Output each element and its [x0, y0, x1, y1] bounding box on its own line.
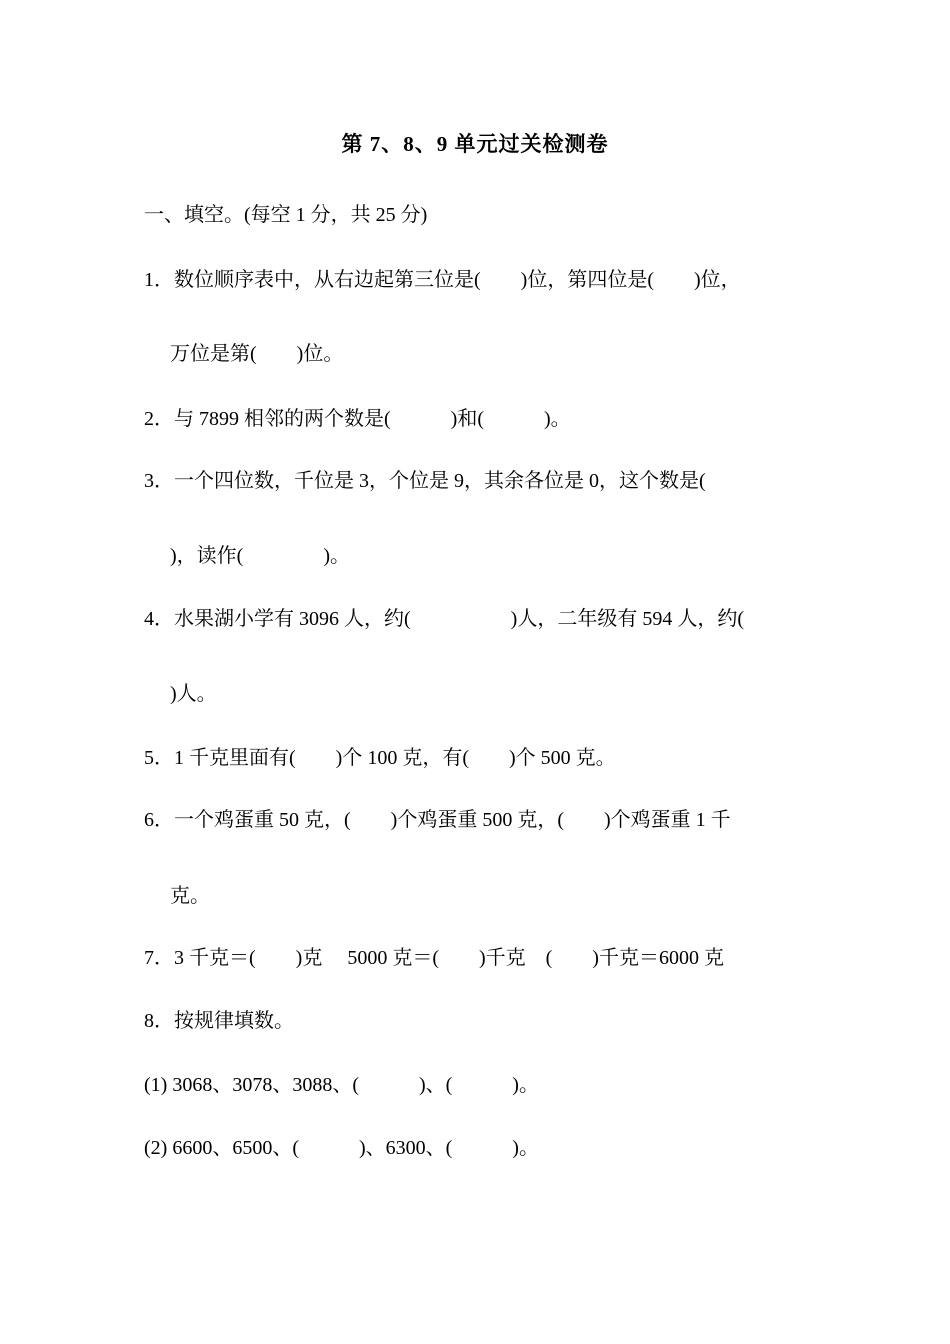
question-5: 5．1 千克里面有( )个 100 克，有( )个 500 克。	[144, 747, 616, 769]
question-8: 8．按规律填数。	[144, 1010, 294, 1032]
page-title: 第 7、8、9 单元过关检测卷	[341, 132, 609, 156]
question-8-part-1: (1) 3068、3078、3088、( )、( )。	[144, 1074, 539, 1096]
question-6-line-1: 6．一个鸡蛋重 50 克，( )个鸡蛋重 500 克，( )个鸡蛋重 1 千	[144, 809, 731, 831]
question-2: 2．与 7899 相邻的两个数是( )和( )。	[144, 408, 571, 430]
question-8-part-2: (2) 6600、6500、( )、6300、( )。	[144, 1137, 539, 1159]
question-4-line-1: 4．水果湖小学有 3096 人，约( )人，二年级有 594 人，约(	[144, 608, 744, 630]
question-1-line-1: 1．数位顺序表中，从右边起第三位是( )位，第四位是( )位，	[144, 269, 741, 291]
question-6-line-2: 克。	[170, 885, 210, 907]
question-7: 7．3 千克＝( )克 5000 克＝( )千克 ( )千克＝6000 克	[144, 947, 724, 969]
question-4-line-2: )人。	[170, 683, 217, 705]
question-3-line-1: 3．一个四位数，千位是 3，个位是 9，其余各位是 0，这个数是(	[144, 470, 706, 492]
question-3-line-2: )，读作( )。	[170, 545, 350, 567]
section-heading: 一、填空。(每空 1 分，共 25 分)	[144, 204, 428, 226]
question-1-line-2: 万位是第( )位。	[170, 343, 344, 365]
